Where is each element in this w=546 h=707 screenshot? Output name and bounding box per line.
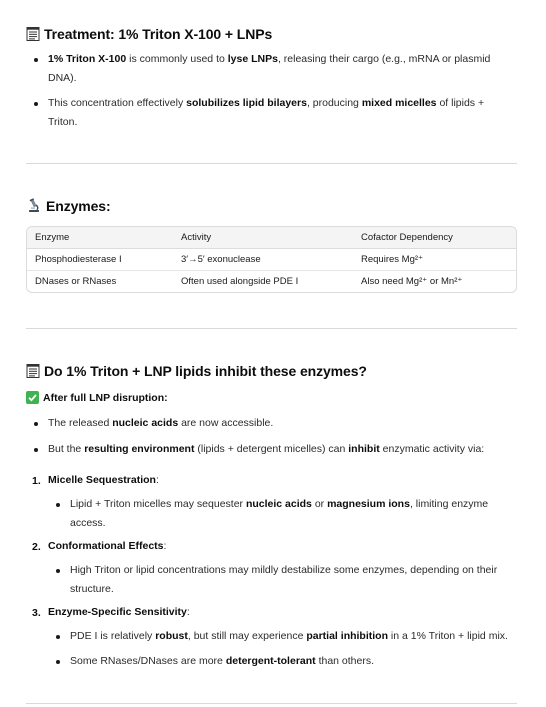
numbered-title-text: Conformational Effects (48, 540, 164, 552)
table-row (27, 249, 516, 271)
bullet-dot (56, 660, 60, 664)
inhibit-bullet-2: But the resulting environment (lipids + detergent micelles) can inhibit enzymatic activity via: (48, 443, 485, 455)
microscope-icon (26, 198, 42, 214)
bold-text: robust (155, 630, 188, 642)
column-header: Cofactor Dependency (353, 227, 516, 249)
bold-text: inhibit (348, 443, 380, 455)
table-cell: Phosphodiesterase I (27, 249, 173, 271)
treatment-bullet-1: 1% Triton X-100 is commonly used to lyse LNPs, releasing their cargo (e.g., mRNA or plasmid DNA). (48, 53, 491, 84)
bullet-dot (34, 102, 38, 106)
numbered-title-text: Enzyme-Specific Sensitivity (48, 606, 187, 618)
check-mark-icon (26, 391, 39, 404)
list-number: 2. (32, 541, 41, 553)
table-cell: Requires Mg²⁺ (353, 249, 516, 271)
list-number: 3. (32, 607, 41, 619)
bold-text: magnesium ions (327, 498, 410, 510)
bullet-dot (34, 422, 38, 426)
treatment-heading (26, 26, 272, 42)
numbered-sub-bullet: Some RNases/DNases are more detergent-tolerant than others. (70, 655, 375, 667)
treatment-title: Treatment: 1% Triton X-100 + LNPs (44, 26, 273, 42)
bold-text: lyse LNPs (227, 53, 278, 65)
memo-icon (26, 27, 40, 41)
numbered-item-title: Enzyme-Specific Sensitivity: (48, 606, 190, 618)
bold-text: nucleic acids (112, 417, 179, 429)
bullet-dot (56, 503, 60, 507)
numbered-sub-bullet: PDE I is relatively robust, but still may experience partial inhibition in a 1% Triton + lipid mix. (70, 630, 508, 642)
inhibit-heading (26, 363, 367, 379)
table-header-row (27, 227, 516, 249)
bullet-dot (56, 569, 60, 573)
numbered-sub-bullet: High Triton or lipid concentrations may mildly destabilize some enzymes, depending on their structure. (70, 564, 498, 595)
numbered-sub-bullet: Lipid + Triton micelles may sequester nucleic acids or magnesium ions, limiting enzyme access. (70, 498, 489, 529)
section-divider (26, 163, 517, 164)
table-row (27, 271, 516, 292)
column-header: Enzyme (27, 227, 173, 249)
section-divider (26, 328, 517, 329)
inhibit-title: Do 1% Triton + LNP lipids inhibit these enzymes? (44, 363, 367, 379)
bold-text: partial inhibition (306, 630, 389, 642)
inhibit-bullet-1: The released nucleic acids are now accessible. (48, 417, 274, 429)
memo-icon (26, 364, 40, 378)
list-number: 1. (32, 475, 41, 487)
bold-text: inhibit (215, 363, 257, 379)
bold-text: solubilizes lipid bilayers (186, 97, 307, 109)
bold-text: 1% Triton X-100 (48, 53, 127, 65)
table-cell: DNases or RNases (35, 276, 117, 287)
column-header: Activity (173, 227, 353, 249)
treatment-bullet-2: This concentration effectively solubilizes lipid bilayers, producing mixed micelles of lipids + Triton. (48, 97, 485, 128)
enzymes-title: Enzymes: (46, 198, 111, 214)
bold-text: resulting environment (84, 443, 195, 455)
table-cell: Often used alongside PDE I (181, 276, 299, 287)
numbered-item-title: Conformational Effects: (48, 540, 167, 552)
bullet-dot (34, 448, 38, 452)
table-cell: 3′→5′ exonuclease (173, 249, 353, 271)
section-divider (26, 703, 517, 704)
bold-text: detergent-tolerant (225, 655, 316, 667)
numbered-item-title: Micelle Sequestration: (48, 474, 159, 486)
bold-text: nucleic acids (245, 498, 312, 510)
bullet-dot (34, 58, 38, 62)
check-label: After full LNP disruption: (43, 391, 168, 404)
numbered-title-text: Micelle Sequestration (48, 474, 156, 486)
bold-text: mixed micelles (361, 97, 437, 109)
enzymes-heading (26, 198, 111, 214)
table-cell: Also need Mg²⁺ or Mn²⁺ (361, 276, 463, 287)
check-label-row (26, 391, 168, 404)
bullet-dot (56, 635, 60, 639)
enzymes-table (26, 226, 517, 293)
